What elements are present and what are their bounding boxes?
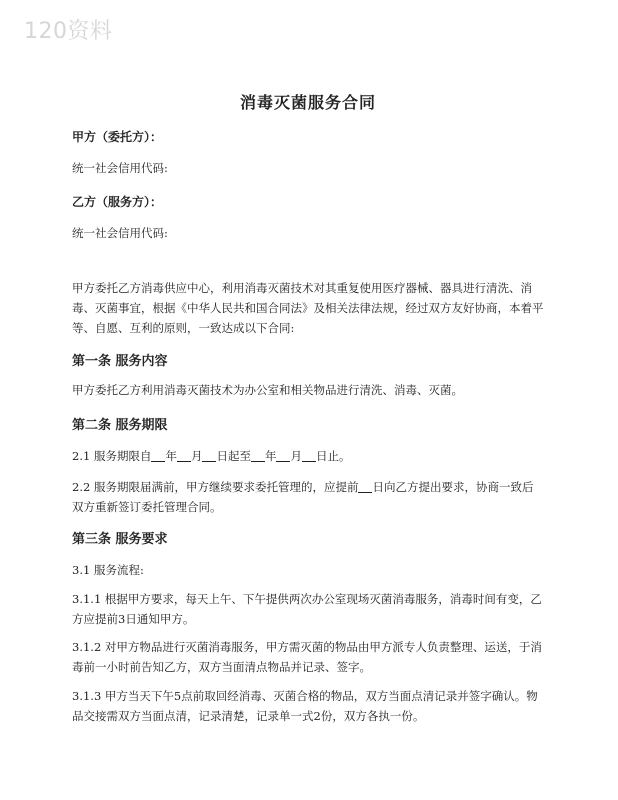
clause1-day1: 日起至: [216, 449, 251, 463]
clause1-year1: 年: [165, 449, 177, 463]
party-a-label: 甲方（委托方）：: [72, 130, 163, 144]
blank: [302, 449, 316, 462]
blank: [276, 449, 290, 462]
watermark: 120资料: [24, 19, 113, 44]
article3-clause1: 3.1 服务流程:: [72, 563, 144, 577]
intro-paragraph: 甲方委托乙方消毒供应中心，利用消毒灭菌技术对其重复使用医疗器械、器具进行清洗、消毒、灭菌事宜，根据《中华人民共和国合同法》及相关法律法规，经过双方友好协商，本着平等、自愿、互利的原则，一致达成以下合同:: [72, 281, 544, 335]
article3-clause1-3: 3.1.3 甲方当天下午5点前取回经消毒、灭菌合格的物品，双方当面点清记录并签字确认。物品交接需双方当面点清，记录清楚，记录单一式2份，双方各执一份。: [72, 689, 538, 723]
article2-clause2: [72, 477, 544, 517]
blank: [151, 449, 165, 462]
party-a-credit-code: 统一社会信用代码:: [72, 161, 168, 175]
article1-heading: 第一条 服务内容: [72, 354, 168, 369]
clause1-prefix: 2.1 服务期限自: [72, 449, 152, 463]
article3-heading: 第三条 服务要求: [72, 532, 168, 547]
clause1-day2: 日止。: [315, 449, 351, 463]
document-title: 消毒灭菌服务合同: [239, 93, 376, 112]
article2-heading: 第二条 服务期限: [72, 418, 168, 433]
clause2-suffix: 日向乙方提出要求，协商一致后双方重新签订委托管理合同。: [72, 480, 534, 514]
party-b-label: 乙方（服务方）：: [72, 195, 163, 209]
blank: [177, 449, 191, 462]
clause1-month2: 月: [290, 449, 302, 463]
clause2-prefix: 2.2 服务期限届满前，甲方继续要求委托管理的，应提前: [72, 480, 359, 494]
blank: [202, 449, 216, 462]
article3-clause1-2: 3.1.2 对甲方物品进行灭菌消毒服务，甲方需灭菌的物品由甲方派专人负责整理、运送，于消毒前一小时前告知乙方，双方当面清点物品并记录、签字。: [72, 640, 542, 674]
article3-clause1-1: 3.1.1 根据甲方要求，每天上午、下午提供两次办公室现场灭菌消毒服务，消毒时间有变，乙方应提前3日通知甲方。: [72, 592, 542, 626]
party-b-credit-code: 统一社会信用代码:: [72, 226, 168, 240]
article2-clause1: [72, 446, 544, 466]
clause1-year2: 年: [264, 449, 277, 463]
blank: [251, 449, 265, 462]
article1-text: 甲方委托乙方利用消毒灭菌技术为办公室和相关物品进行清洗、消毒、灭菌。: [72, 383, 463, 397]
clause1-month1: 月: [190, 449, 203, 463]
blank: [358, 480, 372, 493]
